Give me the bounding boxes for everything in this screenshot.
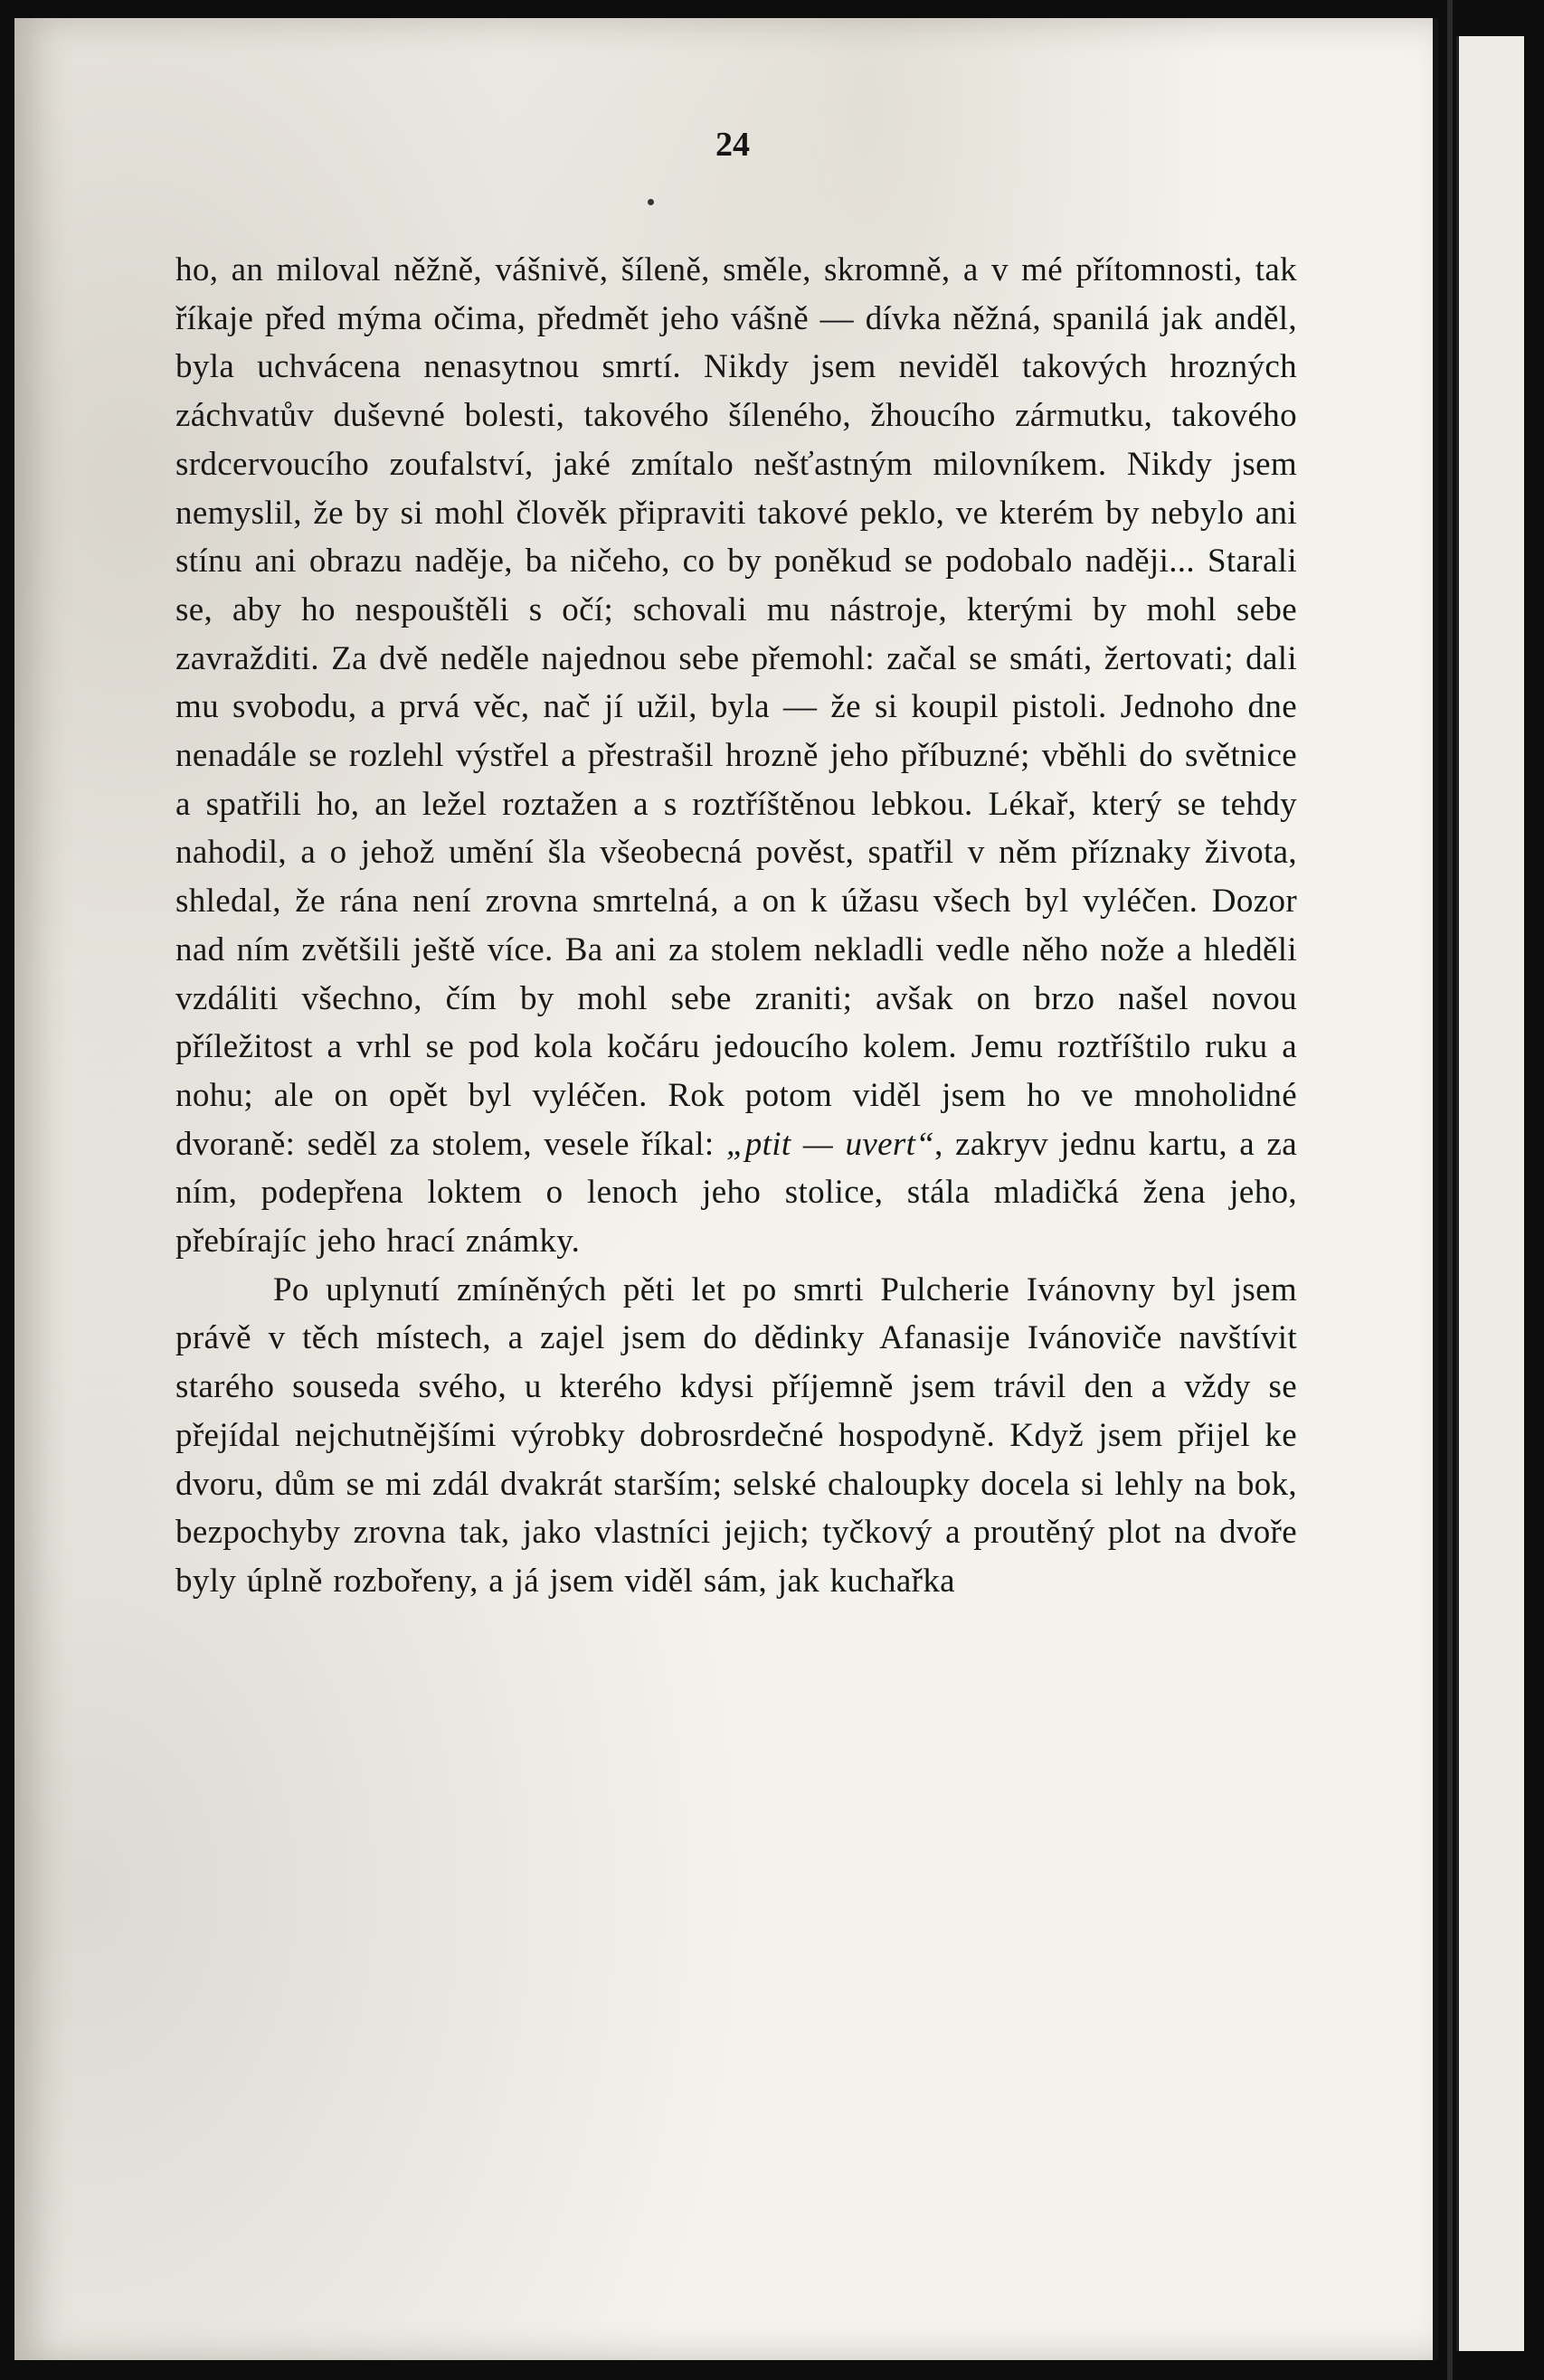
card-game-phrase: „ptit — uvert“ bbox=[725, 1125, 935, 1163]
paragraph-1-tail: , zakryv jednu kartu, a za ním, podepřena loktem o lenoch jeho stolice, stála mladičká žena jeho, přebírajíc jeho hrací známky. bbox=[175, 1125, 1297, 1261]
paragraph-2: Po uplynutí zmíněných pěti let po smrti Pulcherie Ivánovny byl jsem právě v těch místech, a zajel jsem do dědinky Afanasije Ivánoviče navštívit starého souseda svého, u kterého kdysi příjemně jsem trávil den a vždy se přejídal nejchutnějšími výrobky dobrosrdečné hospodyně. Když jsem přijel ke dvoru, dům se mi zdál dvakrát starším; selské chaloupky docela si lehly na bok, bezpochyby zrovna tak, jako vlastníci jejich; tyčkový a proutěný plot na dvoře byly úplně rozbořeny, a já jsem viděl sám, jak kuchařka bbox=[175, 1270, 1297, 1600]
facing-page-edge bbox=[1456, 36, 1524, 2351]
page-gutter bbox=[1447, 0, 1453, 2380]
ink-speck bbox=[648, 199, 654, 205]
page-number: 24 bbox=[715, 126, 750, 164]
body-text bbox=[175, 246, 1297, 1606]
paragraph-1-text: ho, an miloval něžně, vášnivě, šíleně, směle, skromně, a v mé přítomnosti, tak říkaje před mýma očima, předmět jeho vášně — dívka něžná, spanilá jak anděl, byla uchvácena nenasytnou smrtí. Nikdy jsem neviděl takových hrozných záchvatův duševné bolesti, takového šíleného, žhoucího zármutku, takového srdcervoucího zoufalství, jaké zmítalo nešťastným milovníkem. Nikdy jsem nemyslil, že by si mohl člověk připraviti takové peklo, ve kterém by nebylo ani stínu ani obrazu naděje, ba ničeho, co by poněkud se podobalo naději... Starali se, aby ho nespouštěli s očí; schovali mu nástroje, kterými by mohl sebe zavražditi. Za dvě neděle najednou sebe přemohl: začal se smáti, žertovati; dali mu svobodu, a prvá věc, nač jí užil, byla — že si koupil pistoli. Jednoho dne nenadále se rozlehl výstřel a přestrašil hrozně jeho příbuzné; vběhli do světnice a spatřili ho, an ležel roztažen a s roztříštěnou lebkou. Lékař, který se tehdy nahodil, a o jehož umění šla všeobecná pověst, spatřil v něm příznaky života, shledal, že rána není zrovna smrtelná, a on k úžasu všech byl vyléčen. Dozor nad ním zvětšili ještě více. Ba ani za stolem nekladli vedle něho nože a hleděli vzdáliti všechno, čím by mohl sebe zraniti; avšak on brzo našel novou příležitost a vrhl se pod kola kočáru jedoucího kolem. Jemu roztříštilo ruku a nohu; ale on opět byl vyléčen. Rok potom viděl jsem ho ve mnoholidné dvoraně: seděl za stolem, vesele říkal: bbox=[175, 251, 1297, 1163]
paragraph-1 bbox=[175, 246, 1297, 1266]
